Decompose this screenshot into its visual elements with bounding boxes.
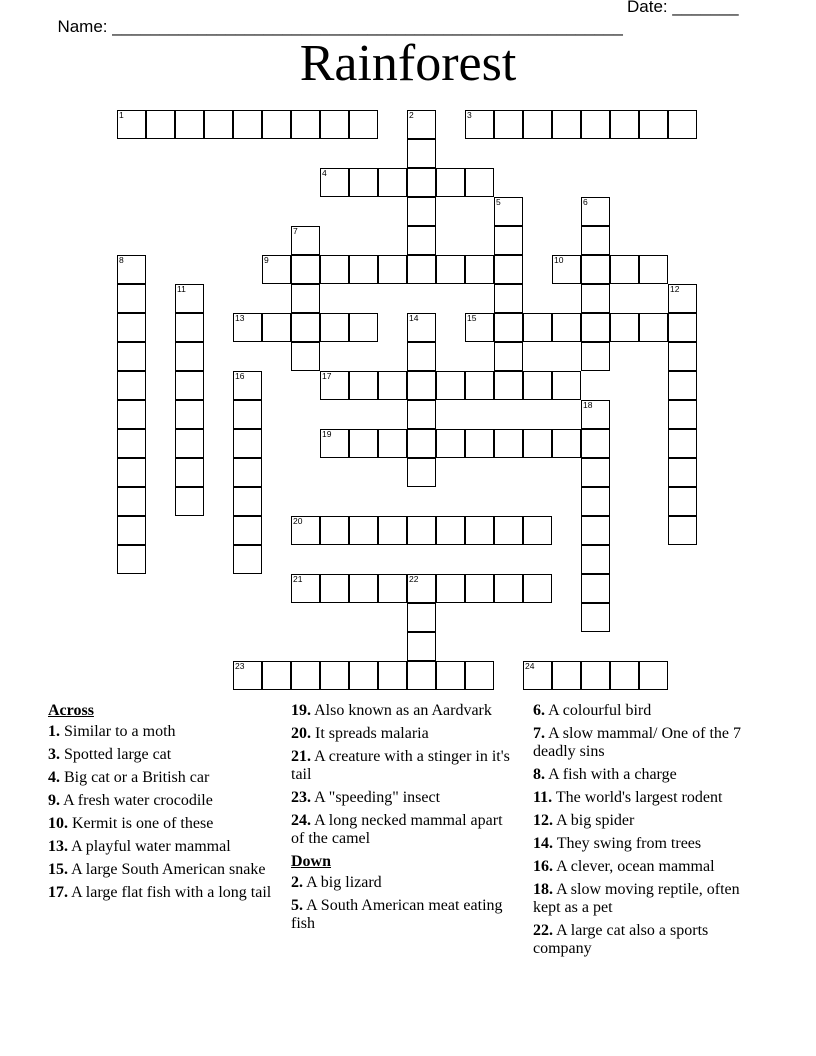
clue-number: 6 <box>583 197 588 207</box>
crossword-cell[interactable] <box>668 516 697 545</box>
crossword-cell[interactable] <box>291 516 320 545</box>
crossword-cell[interactable] <box>291 110 320 139</box>
crossword-cell[interactable] <box>407 429 436 458</box>
crossword-cell[interactable] <box>494 574 523 603</box>
crossword-cell[interactable] <box>436 429 465 458</box>
crossword-cell[interactable] <box>204 110 233 139</box>
crossword-cell[interactable] <box>581 110 610 139</box>
crossword-cell[interactable] <box>407 400 436 429</box>
crossword-cell[interactable] <box>639 110 668 139</box>
crossword-cell[interactable] <box>668 487 697 516</box>
crossword-cell[interactable] <box>233 487 262 516</box>
crossword-cell[interactable] <box>668 400 697 429</box>
down-clue <box>533 881 763 917</box>
crossword-cell[interactable] <box>233 661 262 690</box>
crossword-cell[interactable] <box>262 313 291 342</box>
crossword-cell[interactable] <box>262 255 291 284</box>
down-heading: Down <box>291 853 332 870</box>
clue-number: 20 <box>293 516 303 526</box>
crossword-cell[interactable] <box>494 516 523 545</box>
crossword-cell[interactable] <box>291 313 320 342</box>
clue-text: A playful water mammal <box>71 838 231 855</box>
clue-text: A creature with a stinger in it's tail <box>291 748 510 783</box>
across-clue <box>48 723 273 741</box>
clue-number: 9. <box>48 792 60 809</box>
clue-number: 1. <box>48 723 60 740</box>
down-clue <box>533 922 763 958</box>
crossword-cell[interactable] <box>320 371 349 400</box>
clue-number: 9 <box>264 255 269 265</box>
crossword-cell[interactable] <box>291 342 320 371</box>
clue-number: 23 <box>235 661 245 671</box>
clue-number: 22 <box>409 574 419 584</box>
crossword-cell[interactable] <box>494 197 523 226</box>
crossword-cell[interactable] <box>117 313 146 342</box>
crossword-cell[interactable] <box>465 574 494 603</box>
crossword-cell[interactable] <box>320 574 349 603</box>
clue-number: 3. <box>48 746 60 763</box>
crossword-cell[interactable] <box>233 400 262 429</box>
clue-number: 21. <box>291 748 311 765</box>
crossword-cell[interactable] <box>320 255 349 284</box>
crossword-cell[interactable] <box>407 139 436 168</box>
crossword-cell[interactable] <box>523 429 552 458</box>
crossword-cell[interactable] <box>494 255 523 284</box>
crossword-cell[interactable] <box>436 574 465 603</box>
crossword-cell[interactable] <box>552 661 581 690</box>
crossword-cell[interactable] <box>581 313 610 342</box>
clue-text: A fish with a charge <box>548 766 677 783</box>
clue-column-2 <box>291 702 516 938</box>
clue-text: A big spider <box>556 812 635 829</box>
crossword-cell[interactable] <box>407 516 436 545</box>
crossword-cell[interactable] <box>233 110 262 139</box>
date-field-label[interactable]: Date: _______ <box>627 0 739 16</box>
clue-text: A large South American snake <box>71 861 266 878</box>
across-clue <box>291 789 516 807</box>
crossword-cell[interactable] <box>291 226 320 255</box>
crossword-cell[interactable] <box>349 168 378 197</box>
down-clue <box>533 725 763 761</box>
crossword-cell[interactable] <box>175 284 204 313</box>
clue-number: 7. <box>533 725 545 742</box>
crossword-cell[interactable] <box>610 110 639 139</box>
crossword-cell[interactable] <box>668 110 697 139</box>
crossword-cell[interactable] <box>378 574 407 603</box>
crossword-cell[interactable] <box>668 371 697 400</box>
crossword-cell[interactable] <box>378 371 407 400</box>
clue-column-3 <box>533 702 763 963</box>
crossword-cell[interactable] <box>610 313 639 342</box>
across-clue <box>48 838 273 856</box>
clue-number: 16. <box>533 858 553 875</box>
crossword-cell[interactable] <box>581 342 610 371</box>
crossword-cell[interactable] <box>552 110 581 139</box>
clue-text: A "speeding" insect <box>314 789 441 806</box>
name-field-label[interactable]: Name: ______________________________________________________ <box>57 17 623 36</box>
clue-number: 11 <box>177 284 186 294</box>
clue-number: 6. <box>533 702 545 719</box>
clue-number: 13. <box>48 838 68 855</box>
clue-number: 14. <box>533 835 553 852</box>
crossword-cell[interactable] <box>175 400 204 429</box>
crossword-cell[interactable] <box>581 255 610 284</box>
down-clue <box>533 789 763 807</box>
clue-number: 15 <box>467 313 477 323</box>
crossword-cell[interactable] <box>117 487 146 516</box>
crossword-cell[interactable] <box>117 371 146 400</box>
down-clue <box>533 812 763 830</box>
clue-number: 17 <box>322 371 332 381</box>
crossword-cell[interactable] <box>407 371 436 400</box>
crossword-cell[interactable] <box>668 458 697 487</box>
clue-text: Big cat or a British car <box>64 769 210 786</box>
crossword-cell[interactable] <box>436 168 465 197</box>
clue-text: It spreads malaria <box>315 725 429 742</box>
crossword-cell[interactable] <box>494 371 523 400</box>
crossword-cell[interactable] <box>494 429 523 458</box>
down-clue <box>533 702 763 720</box>
crossword-cell[interactable] <box>436 255 465 284</box>
clue-text: A colourful bird <box>548 702 652 719</box>
clue-number: 21 <box>293 574 303 584</box>
down-clue <box>533 835 763 853</box>
across-clue <box>291 748 516 784</box>
across-clue <box>291 812 516 848</box>
clue-number: 2 <box>409 110 414 120</box>
across-clue <box>48 815 273 833</box>
crossword-cell[interactable] <box>581 400 610 429</box>
crossword-cell[interactable] <box>378 661 407 690</box>
crossword-cell[interactable] <box>523 313 552 342</box>
crossword-cell[interactable] <box>552 313 581 342</box>
crossword-cell[interactable] <box>320 168 349 197</box>
crossword-cell[interactable] <box>117 429 146 458</box>
clue-number: 18 <box>583 400 593 410</box>
crossword-cell[interactable] <box>378 168 407 197</box>
crossword-cell[interactable] <box>436 371 465 400</box>
clue-number: 10. <box>48 815 68 832</box>
crossword-cell[interactable] <box>117 255 146 284</box>
clue-number: 19 <box>322 429 332 439</box>
clue-number: 11. <box>533 789 553 806</box>
crossword-cell[interactable] <box>117 342 146 371</box>
crossword-cell[interactable] <box>523 661 552 690</box>
clue-number: 17. <box>48 884 68 901</box>
crossword-cell[interactable] <box>349 661 378 690</box>
crossword-cell[interactable] <box>320 313 349 342</box>
clue-number: 3 <box>467 110 472 120</box>
clue-text: A slow moving reptile, often kept as a pet <box>533 881 740 916</box>
crossword-cell[interactable] <box>581 574 610 603</box>
crossword-cell[interactable] <box>320 516 349 545</box>
crossword-cell[interactable] <box>146 110 175 139</box>
crossword-cell[interactable] <box>581 197 610 226</box>
crossword-cell[interactable] <box>233 429 262 458</box>
crossword-cell[interactable] <box>465 110 494 139</box>
crossword-cell[interactable] <box>581 603 610 632</box>
clue-number: 22. <box>533 922 553 939</box>
crossword-cell[interactable] <box>320 661 349 690</box>
crossword-cell[interactable] <box>407 110 436 139</box>
crossword-cell[interactable] <box>494 284 523 313</box>
crossword-cell[interactable] <box>581 284 610 313</box>
clue-number: 1 <box>119 110 124 120</box>
clue-number: 15. <box>48 861 68 878</box>
crossword-cell[interactable] <box>407 313 436 342</box>
crossword-cell[interactable] <box>407 342 436 371</box>
crossword-cell[interactable] <box>639 255 668 284</box>
clue-text: Similar to a moth <box>64 723 176 740</box>
crossword-cell[interactable] <box>320 429 349 458</box>
clue-number: 14 <box>409 313 419 323</box>
crossword-cell[interactable] <box>233 313 262 342</box>
clue-text: Spotted large cat <box>64 746 172 763</box>
crossword-cell[interactable] <box>291 574 320 603</box>
clue-number: 2. <box>291 874 303 891</box>
across-clue <box>48 884 273 902</box>
across-clue <box>48 746 273 764</box>
crossword-cell[interactable] <box>581 487 610 516</box>
clue-text: A large cat also a sports company <box>533 922 709 957</box>
crossword-cell[interactable] <box>639 313 668 342</box>
crossword-cell[interactable] <box>552 429 581 458</box>
clue-number: 24. <box>291 812 311 829</box>
clue-number: 5 <box>496 197 501 207</box>
crossword-cell[interactable] <box>233 371 262 400</box>
clue-number: 20. <box>291 725 311 742</box>
crossword-cell[interactable] <box>349 371 378 400</box>
crossword-cell[interactable] <box>378 255 407 284</box>
down-clue <box>533 858 763 876</box>
crossword-cell[interactable] <box>291 284 320 313</box>
crossword-cell[interactable] <box>117 545 146 574</box>
crossword-cell[interactable] <box>291 255 320 284</box>
across-clue <box>48 861 273 879</box>
crossword-cell[interactable] <box>175 342 204 371</box>
clue-text: They swing from trees <box>556 835 702 852</box>
clue-number: 4 <box>322 168 327 178</box>
crossword-cell[interactable] <box>668 284 697 313</box>
across-clue <box>48 769 273 787</box>
crossword-cell[interactable] <box>465 313 494 342</box>
crossword-cell[interactable] <box>668 313 697 342</box>
clue-column-1 <box>48 702 273 907</box>
crossword-cell[interactable] <box>175 313 204 342</box>
crossword-cell[interactable] <box>581 516 610 545</box>
crossword-cell[interactable] <box>233 516 262 545</box>
crossword-cell[interactable] <box>175 429 204 458</box>
clue-text: A large flat fish with a long tail <box>71 884 272 901</box>
crossword-cell[interactable] <box>494 342 523 371</box>
crossword-cell[interactable] <box>378 516 407 545</box>
crossword-cell[interactable] <box>349 313 378 342</box>
crossword-cell[interactable] <box>175 487 204 516</box>
crossword-cell[interactable] <box>349 516 378 545</box>
crossword-cell[interactable] <box>117 400 146 429</box>
crossword-cell[interactable] <box>610 255 639 284</box>
clue-text: A South American meat eating fish <box>291 897 503 932</box>
crossword-cell[interactable] <box>668 342 697 371</box>
clue-number: 23. <box>291 789 311 806</box>
page-title: Rainforest <box>299 35 517 92</box>
clue-text: A fresh water crocodile <box>63 792 213 809</box>
crossword-cell[interactable] <box>117 284 146 313</box>
clue-number: 24 <box>525 661 535 671</box>
clue-text: A big lizard <box>306 874 382 891</box>
crossword-cell[interactable] <box>552 371 581 400</box>
crossword-cell[interactable] <box>262 661 291 690</box>
crossword-cell[interactable] <box>581 226 610 255</box>
crossword-cell[interactable] <box>494 110 523 139</box>
crossword-cell[interactable] <box>407 574 436 603</box>
crossword-cell[interactable] <box>494 226 523 255</box>
crossword-cell[interactable] <box>465 429 494 458</box>
crossword-cell[interactable] <box>523 110 552 139</box>
crossword-cell[interactable] <box>349 110 378 139</box>
crossword-cell[interactable] <box>465 516 494 545</box>
crossword-cell[interactable] <box>436 661 465 690</box>
crossword-cell[interactable] <box>175 110 204 139</box>
crossword-cell[interactable] <box>639 661 668 690</box>
clue-number: 8 <box>119 255 124 265</box>
crossword-cell[interactable] <box>523 574 552 603</box>
clue-number: 5. <box>291 897 303 914</box>
crossword-cell[interactable] <box>610 661 639 690</box>
crossword-cell[interactable] <box>349 574 378 603</box>
clue-text: Also known as an Aardvark <box>314 702 492 719</box>
crossword-cell[interactable] <box>175 458 204 487</box>
crossword-cell[interactable] <box>581 458 610 487</box>
crossword-cell[interactable] <box>233 458 262 487</box>
crossword-cell[interactable] <box>465 661 494 690</box>
crossword-cell[interactable] <box>291 661 320 690</box>
crossword-cell[interactable] <box>465 371 494 400</box>
clue-number: 13 <box>235 313 245 323</box>
crossword-cell[interactable] <box>407 226 436 255</box>
clue-text: A slow mammal/ One of the 7 deadly sins <box>533 725 741 760</box>
clue-number: 10 <box>554 255 564 265</box>
crossword-cell[interactable] <box>407 168 436 197</box>
crossword-cell[interactable] <box>233 545 262 574</box>
crossword-cell[interactable] <box>581 545 610 574</box>
across-clue <box>48 792 273 810</box>
crossword-cell[interactable] <box>117 516 146 545</box>
clue-number: 19. <box>291 702 311 719</box>
clue-text: The world's largest rodent <box>555 789 723 806</box>
clue-text: Kermit is one of these <box>72 815 214 832</box>
crossword-cell[interactable] <box>523 371 552 400</box>
crossword-cell[interactable] <box>436 516 465 545</box>
across-heading: Across <box>48 702 94 719</box>
clue-number: 16 <box>235 371 245 381</box>
crossword-cell[interactable] <box>320 110 349 139</box>
crossword-cell[interactable] <box>494 313 523 342</box>
down-clue <box>291 897 516 933</box>
crossword-cell[interactable] <box>465 168 494 197</box>
crossword-cell[interactable] <box>668 429 697 458</box>
crossword-cell[interactable] <box>378 429 407 458</box>
crossword-cell[interactable] <box>262 110 291 139</box>
across-clue <box>291 725 516 743</box>
clue-number: 4. <box>48 769 60 786</box>
down-clue <box>533 766 763 784</box>
crossword-cell[interactable] <box>523 516 552 545</box>
crossword-cell[interactable] <box>581 429 610 458</box>
clue-text: A long necked mammal apart of the camel <box>291 812 503 847</box>
crossword-cell[interactable] <box>349 429 378 458</box>
crossword-cell[interactable] <box>349 255 378 284</box>
crossword-cell[interactable] <box>581 661 610 690</box>
down-clue <box>291 874 516 892</box>
crossword-cell[interactable] <box>407 661 436 690</box>
clue-number: 12 <box>670 284 680 294</box>
crossword-cell[interactable] <box>407 632 436 661</box>
crossword-cell[interactable] <box>117 458 146 487</box>
crossword-cell[interactable] <box>117 110 146 139</box>
crossword-cell[interactable] <box>407 255 436 284</box>
crossword-cell[interactable] <box>465 255 494 284</box>
crossword-cell[interactable] <box>552 255 581 284</box>
clue-number: 8. <box>533 766 545 783</box>
clue-number: 18. <box>533 881 553 898</box>
crossword-cell[interactable] <box>175 371 204 400</box>
across-clue <box>291 702 516 720</box>
clue-number: 12. <box>533 812 553 829</box>
clue-text: A clever, ocean mammal <box>556 858 715 875</box>
clue-number: 7 <box>293 226 298 236</box>
crossword-cell[interactable] <box>407 458 436 487</box>
crossword-cell[interactable] <box>407 197 436 226</box>
crossword-cell[interactable] <box>407 603 436 632</box>
